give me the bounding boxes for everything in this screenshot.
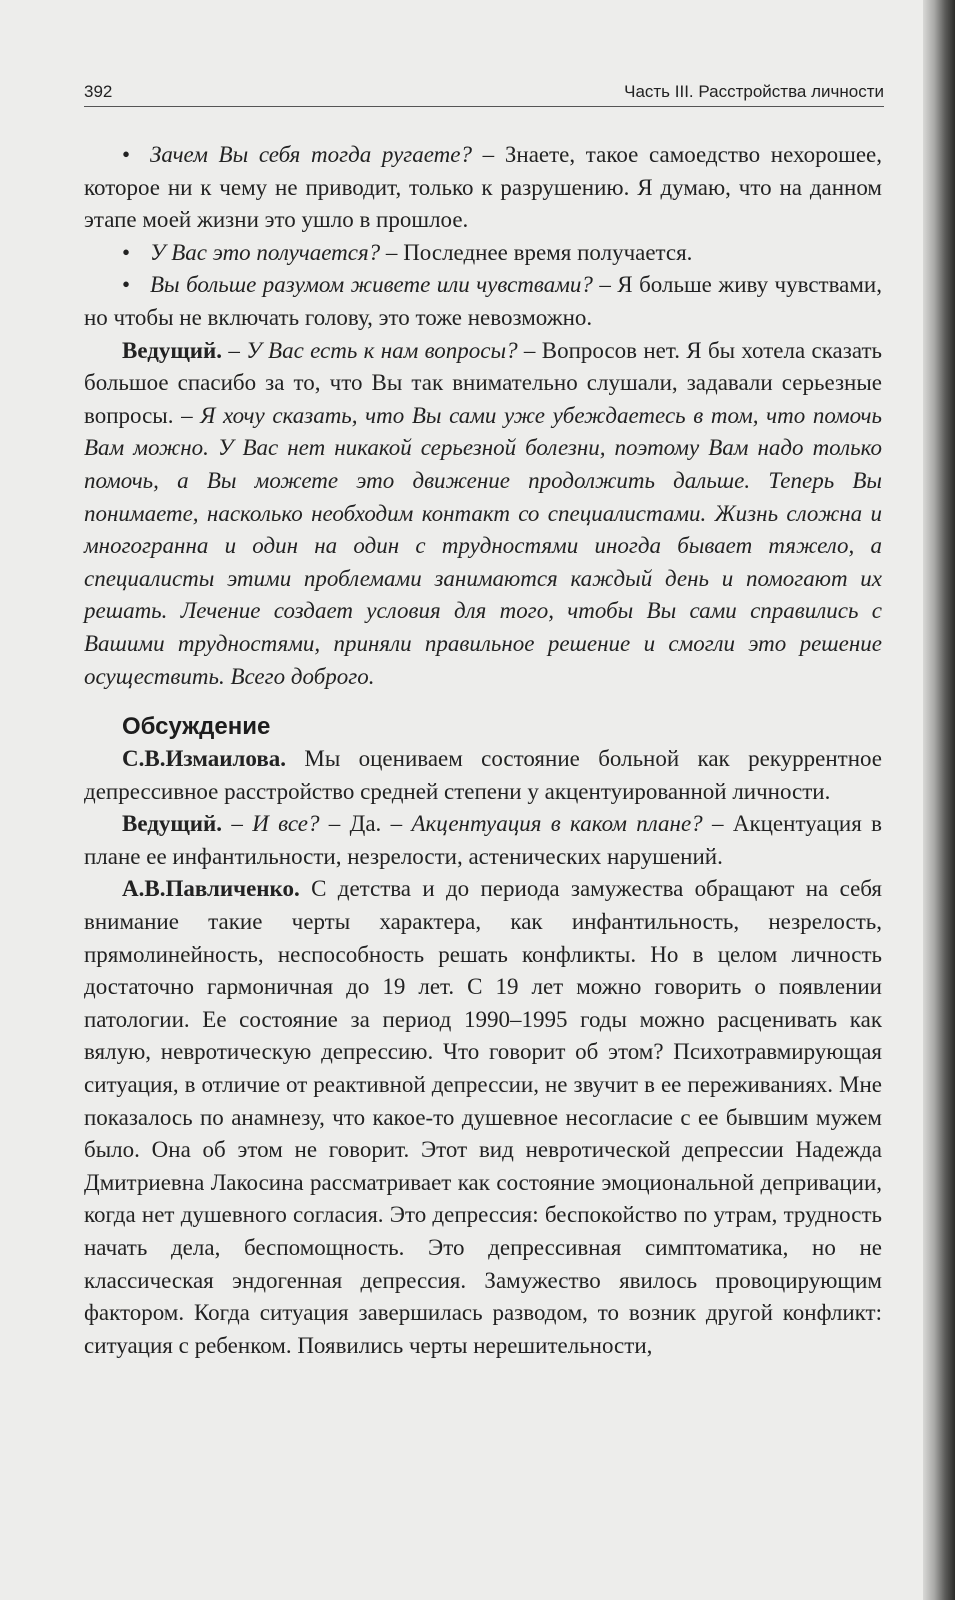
paragraph-text: Мы оцениваем состояние больной как рекуррентное депрессивное расстройство средней степени у акцентуированной личности. bbox=[84, 746, 882, 804]
bullet-item bbox=[84, 237, 882, 270]
page-header bbox=[84, 78, 884, 106]
paragraph-pavlichenko bbox=[84, 873, 882, 1362]
page-number: 392 bbox=[84, 82, 113, 101]
header-rule bbox=[84, 106, 884, 107]
bullet-item bbox=[84, 139, 882, 237]
paragraph-host bbox=[84, 335, 882, 694]
host-question: – И все? – bbox=[222, 811, 341, 837]
answer-text: Акцентуация в плане ее инфантильности, незрелости, астенических нарушений. bbox=[84, 811, 882, 869]
book-spine-shadow bbox=[923, 0, 955, 1600]
bullet-mark: • bbox=[122, 239, 131, 265]
body-text bbox=[84, 139, 882, 1362]
speaker-name: Ведущий. bbox=[122, 811, 223, 837]
running-title: Часть III. Расстройства личности bbox=[624, 82, 884, 101]
speaker-name: А.В.Павличенко. bbox=[122, 876, 300, 902]
host-question: – У Вас есть к нам вопросы? – bbox=[222, 337, 536, 363]
host-question: – Акцентуация в каком плане? – bbox=[381, 811, 724, 837]
bullet-mark: • bbox=[122, 272, 131, 298]
section-heading: Обсуждение bbox=[122, 713, 271, 741]
bullet-question: Вы больше разумом живете или чувствами? – bbox=[150, 272, 611, 298]
patient-answer: Вопросов нет. Я бы хотела сказать большое спасибо за то, что Вы так внимательно слушали, задавали серьезные вопросы. bbox=[84, 337, 883, 428]
host-closing: – Я хочу сказать, что Вы сами уже убеждаетесь в том, что помочь Вам можно. У Вас нет никакой серьезной болезни, поэтому Вам надо только помочь, а Вы можете это движение продолжить дальше. Теперь Вы понимаете, насколько необходим контакт со специалистами. Жизнь сложна и многогранна и один на один с трудностями иногда бывает тяжело, а специалисты этими проблемами занимаются каждый день и помогают их решать. Лечение создает условия для того, чтобы Вы сами справились с Вашими трудностями, приняли правильное решение и смогли это решение осуществить. Всего доброго. bbox=[84, 402, 882, 689]
bullet-mark: • bbox=[122, 142, 131, 167]
answer-text: Да. bbox=[340, 811, 382, 837]
speaker-name: Ведущий. bbox=[122, 337, 223, 363]
bullet-question: Зачем Вы себя тогда ругаете? – bbox=[150, 142, 495, 167]
paragraph-text: С детства и до периода замужества обращают на себя внимание такие черты характера, как инфантильность, незрелость, прямолинейность, неспособность решать конфликты. Но в целом личность достаточно гармоничная до 19 лет. С 19 лет можно говорить о появлении патологии. Ее состояние за период 1990–1995 годы можно расценивать как вялую, невротическую депрессию. Что говорит об этом? Психотравмирующая ситуация, в отличие от реактивной депрессии, не звучит в ее переживаниях. Мне показалось по анамнезу, что какое-то душевное несогласие с ее бывшим мужем было. Она об этом не говорит. Этот вид невротической депрессии Надежда Дмитриевна Лакосина рассматривает как состояние эмоциональной депривации, когда нет душевного согласия. Это депрессия: беспокойство по утрам, трудность начать дела, беспомощность. Это депрессивная симптоматика, но не классическая эндогенная депрессия. Замужество явилось провоцирующим фактором. Когда ситуация завершилась разводом, то возник другой конфликт: ситуация с ребенком. Появились черты нерешительности, bbox=[84, 876, 882, 1358]
paragraph-izmailova bbox=[84, 743, 882, 808]
speaker-name: С.В.Измаилова. bbox=[122, 746, 287, 772]
bullet-answer: Знаете, такое самоедство нехорошее, которое ни к чему не приводит, только к разрушению. Я думаю, что на данном этапе моей жизни это ушло в прошлое. bbox=[84, 142, 882, 233]
bullet-question: У Вас это получается? – bbox=[150, 239, 398, 265]
bullet-answer: Последнее время получается. bbox=[397, 239, 693, 265]
bullet-answer: Я больше живу чувствами, но чтобы не включать голову, это тоже невозможно. bbox=[84, 272, 882, 330]
paragraph-host-discussion bbox=[84, 808, 882, 873]
bullet-item bbox=[84, 269, 882, 334]
